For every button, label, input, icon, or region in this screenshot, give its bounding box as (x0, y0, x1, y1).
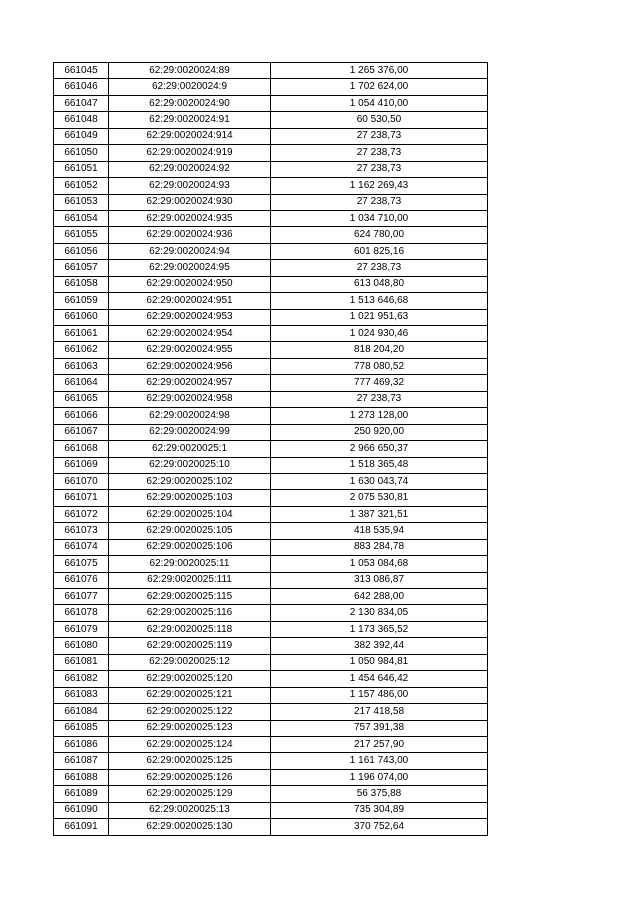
record-number-cell: 661070 (54, 473, 109, 489)
record-number-cell: 661062 (54, 342, 109, 358)
cadastral-value-cell: 642 288,00 (271, 589, 488, 605)
cadastral-value-cell: 382 392,44 (271, 638, 488, 654)
record-number-cell: 661091 (54, 819, 109, 835)
table-row (54, 605, 488, 621)
cadastral-number-cell: 62:29:0020025:130 (109, 819, 271, 835)
cadastral-number-cell: 62:29:0020025:121 (109, 687, 271, 703)
cadastral-value-cell: 1 702 624,00 (271, 79, 488, 95)
cadastral-value-cell: 1 265 376,00 (271, 63, 488, 79)
table-row (54, 441, 488, 457)
cadastral-number-cell: 62:29:0020024:956 (109, 358, 271, 374)
record-number-cell: 661060 (54, 309, 109, 325)
cadastral-number-cell: 62:29:0020025:10 (109, 457, 271, 473)
table-row (54, 753, 488, 769)
table-row (54, 161, 488, 177)
record-number-cell: 661050 (54, 145, 109, 161)
cadastral-number-cell: 62:29:0020025:102 (109, 473, 271, 489)
table-row (54, 490, 488, 506)
cadastral-number-cell: 62:29:0020024:919 (109, 145, 271, 161)
cadastral-number-cell: 62:29:0020025:1 (109, 441, 271, 457)
cadastral-value-cell: 27 238,73 (271, 260, 488, 276)
cadastral-value-cell: 27 238,73 (271, 391, 488, 407)
record-number-cell: 661082 (54, 671, 109, 687)
table-row (54, 621, 488, 637)
table-row (54, 276, 488, 292)
record-number-cell: 661056 (54, 243, 109, 259)
cadastral-value-cell: 778 080,52 (271, 358, 488, 374)
cadastral-number-cell: 62:29:0020024:957 (109, 375, 271, 391)
cadastral-number-cell: 62:29:0020024:930 (109, 194, 271, 210)
record-number-cell: 661079 (54, 621, 109, 637)
table-row (54, 79, 488, 95)
cadastral-number-cell: 62:29:0020025:125 (109, 753, 271, 769)
cadastral-number-cell: 62:29:0020024:9 (109, 79, 271, 95)
record-number-cell: 661061 (54, 326, 109, 342)
cadastral-number-cell: 62:29:0020024:958 (109, 391, 271, 407)
cadastral-value-cell: 735 304,89 (271, 802, 488, 818)
record-number-cell: 661052 (54, 178, 109, 194)
table-row (54, 326, 488, 342)
record-number-cell: 661078 (54, 605, 109, 621)
table-row (54, 687, 488, 703)
cadastral-number-cell: 62:29:0020024:935 (109, 210, 271, 226)
cadastral-value-cell: 2 130 834,05 (271, 605, 488, 621)
cadastral-value-cell: 250 920,00 (271, 424, 488, 440)
record-number-cell: 661058 (54, 276, 109, 292)
cadastral-value-cell: 370 752,64 (271, 819, 488, 835)
cadastral-number-cell: 62:29:0020025:111 (109, 572, 271, 588)
cadastral-number-cell: 62:29:0020024:89 (109, 63, 271, 79)
table-row (54, 572, 488, 588)
table-row (54, 95, 488, 111)
cadastral-value-table (53, 62, 488, 836)
cadastral-value-cell: 313 086,87 (271, 572, 488, 588)
table-row (54, 309, 488, 325)
cadastral-number-cell: 62:29:0020025:105 (109, 523, 271, 539)
table-row (54, 408, 488, 424)
record-number-cell: 661083 (54, 687, 109, 703)
cadastral-value-cell: 818 204,20 (271, 342, 488, 358)
table-row (54, 293, 488, 309)
table-row (54, 145, 488, 161)
table-row (54, 424, 488, 440)
table-row (54, 391, 488, 407)
table-row (54, 128, 488, 144)
cadastral-value-cell: 27 238,73 (271, 145, 488, 161)
cadastral-value-cell: 1 024 930,46 (271, 326, 488, 342)
cadastral-value-cell: 1 021 951,63 (271, 309, 488, 325)
table-row (54, 194, 488, 210)
cadastral-number-cell: 62:29:0020024:95 (109, 260, 271, 276)
record-number-cell: 661087 (54, 753, 109, 769)
cadastral-value-cell: 418 535,94 (271, 523, 488, 539)
record-number-cell: 661045 (54, 63, 109, 79)
cadastral-value-cell: 757 391,38 (271, 720, 488, 736)
table-row (54, 473, 488, 489)
table-row (54, 786, 488, 802)
table-row (54, 802, 488, 818)
cadastral-value-cell: 777 469,32 (271, 375, 488, 391)
record-number-cell: 661063 (54, 358, 109, 374)
table-row (54, 243, 488, 259)
cadastral-value-cell: 624 780,00 (271, 227, 488, 243)
cadastral-number-cell: 62:29:0020025:103 (109, 490, 271, 506)
cadastral-value-cell: 613 048,80 (271, 276, 488, 292)
record-number-cell: 661077 (54, 589, 109, 605)
table-row (54, 210, 488, 226)
record-number-cell: 661069 (54, 457, 109, 473)
table-row (54, 178, 488, 194)
record-number-cell: 661053 (54, 194, 109, 210)
record-number-cell: 661084 (54, 704, 109, 720)
cadastral-number-cell: 62:29:0020025:106 (109, 539, 271, 555)
table-row (54, 506, 488, 522)
table-row (54, 112, 488, 128)
cadastral-value-cell: 1 454 646,42 (271, 671, 488, 687)
table-row (54, 375, 488, 391)
record-number-cell: 661057 (54, 260, 109, 276)
record-number-cell: 661059 (54, 293, 109, 309)
cadastral-number-cell: 62:29:0020025:124 (109, 736, 271, 752)
cadastral-value-cell: 27 238,73 (271, 161, 488, 177)
record-number-cell: 661055 (54, 227, 109, 243)
cadastral-value-cell: 27 238,73 (271, 128, 488, 144)
cadastral-number-cell: 62:29:0020024:951 (109, 293, 271, 309)
cadastral-value-cell: 1 173 365,52 (271, 621, 488, 637)
cadastral-value-cell: 1 196 074,00 (271, 769, 488, 785)
table-row (54, 523, 488, 539)
cadastral-value-cell: 1 050 984,81 (271, 654, 488, 670)
table-row (54, 63, 488, 79)
record-number-cell: 661072 (54, 506, 109, 522)
record-number-cell: 661065 (54, 391, 109, 407)
record-number-cell: 661080 (54, 638, 109, 654)
cadastral-value-cell: 2 966 650,37 (271, 441, 488, 457)
cadastral-number-cell: 62:29:0020025:122 (109, 704, 271, 720)
cadastral-value-cell: 1 053 084,68 (271, 556, 488, 572)
cadastral-value-cell: 1 387 321,51 (271, 506, 488, 522)
record-number-cell: 661048 (54, 112, 109, 128)
record-number-cell: 661066 (54, 408, 109, 424)
cadastral-value-cell: 1 518 365,48 (271, 457, 488, 473)
record-number-cell: 661089 (54, 786, 109, 802)
cadastral-number-cell: 62:29:0020025:126 (109, 769, 271, 785)
cadastral-number-cell: 62:29:0020025:129 (109, 786, 271, 802)
cadastral-number-cell: 62:29:0020024:92 (109, 161, 271, 177)
table-row (54, 819, 488, 835)
record-number-cell: 661047 (54, 95, 109, 111)
cadastral-number-cell: 62:29:0020025:115 (109, 589, 271, 605)
cadastral-value-cell: 1 273 128,00 (271, 408, 488, 424)
cadastral-value-cell: 1 513 646,68 (271, 293, 488, 309)
record-number-cell: 661081 (54, 654, 109, 670)
cadastral-number-cell: 62:29:0020024:93 (109, 178, 271, 194)
cadastral-number-cell: 62:29:0020025:119 (109, 638, 271, 654)
table-row (54, 720, 488, 736)
table-row (54, 671, 488, 687)
cadastral-number-cell: 62:29:0020024:953 (109, 309, 271, 325)
cadastral-number-cell: 62:29:0020024:954 (109, 326, 271, 342)
record-number-cell: 661068 (54, 441, 109, 457)
record-number-cell: 661067 (54, 424, 109, 440)
cadastral-number-cell: 62:29:0020024:94 (109, 243, 271, 259)
record-number-cell: 661088 (54, 769, 109, 785)
cadastral-value-cell: 1 034 710,00 (271, 210, 488, 226)
record-number-cell: 661049 (54, 128, 109, 144)
record-number-cell: 661086 (54, 736, 109, 752)
cadastral-number-cell: 62:29:0020024:936 (109, 227, 271, 243)
cadastral-number-cell: 62:29:0020024:90 (109, 95, 271, 111)
table-row (54, 457, 488, 473)
cadastral-number-cell: 62:29:0020025:11 (109, 556, 271, 572)
cadastral-value-cell: 2 075 530,81 (271, 490, 488, 506)
cadastral-value-cell: 1 630 043,74 (271, 473, 488, 489)
cadastral-value-cell: 60 530,50 (271, 112, 488, 128)
cadastral-value-cell: 27 238,73 (271, 194, 488, 210)
cadastral-value-cell: 56 375,88 (271, 786, 488, 802)
record-number-cell: 661085 (54, 720, 109, 736)
table-row (54, 736, 488, 752)
cadastral-number-cell: 62:29:0020024:914 (109, 128, 271, 144)
cadastral-value-cell: 1 162 269,43 (271, 178, 488, 194)
cadastral-number-cell: 62:29:0020025:12 (109, 654, 271, 670)
table-row (54, 539, 488, 555)
cadastral-value-cell: 217 418,58 (271, 704, 488, 720)
cadastral-value-cell: 883 284,78 (271, 539, 488, 555)
cadastral-value-cell: 1 157 486,00 (271, 687, 488, 703)
table-body (54, 63, 488, 836)
cadastral-value-cell: 1 054 410,00 (271, 95, 488, 111)
table-row (54, 227, 488, 243)
table-row (54, 704, 488, 720)
record-number-cell: 661090 (54, 802, 109, 818)
record-number-cell: 661075 (54, 556, 109, 572)
table-row (54, 556, 488, 572)
record-number-cell: 661076 (54, 572, 109, 588)
table-row (54, 589, 488, 605)
cadastral-number-cell: 62:29:0020025:123 (109, 720, 271, 736)
cadastral-number-cell: 62:29:0020025:116 (109, 605, 271, 621)
cadastral-number-cell: 62:29:0020024:950 (109, 276, 271, 292)
cadastral-number-cell: 62:29:0020024:99 (109, 424, 271, 440)
table-row (54, 769, 488, 785)
cadastral-number-cell: 62:29:0020024:91 (109, 112, 271, 128)
cadastral-value-cell: 1 161 743,00 (271, 753, 488, 769)
record-number-cell: 661064 (54, 375, 109, 391)
cadastral-number-cell: 62:29:0020025:120 (109, 671, 271, 687)
record-number-cell: 661071 (54, 490, 109, 506)
record-number-cell: 661073 (54, 523, 109, 539)
table-row (54, 342, 488, 358)
record-number-cell: 661051 (54, 161, 109, 177)
cadastral-number-cell: 62:29:0020024:98 (109, 408, 271, 424)
record-number-cell: 661046 (54, 79, 109, 95)
cadastral-number-cell: 62:29:0020025:104 (109, 506, 271, 522)
cadastral-number-cell: 62:29:0020025:13 (109, 802, 271, 818)
table-row (54, 358, 488, 374)
table-row (54, 260, 488, 276)
record-number-cell: 661074 (54, 539, 109, 555)
table-row (54, 638, 488, 654)
cadastral-number-cell: 62:29:0020024:955 (109, 342, 271, 358)
cadastral-value-cell: 217 257,90 (271, 736, 488, 752)
record-number-cell: 661054 (54, 210, 109, 226)
cadastral-value-cell: 601 825,16 (271, 243, 488, 259)
cadastral-number-cell: 62:29:0020025:118 (109, 621, 271, 637)
table-row (54, 654, 488, 670)
